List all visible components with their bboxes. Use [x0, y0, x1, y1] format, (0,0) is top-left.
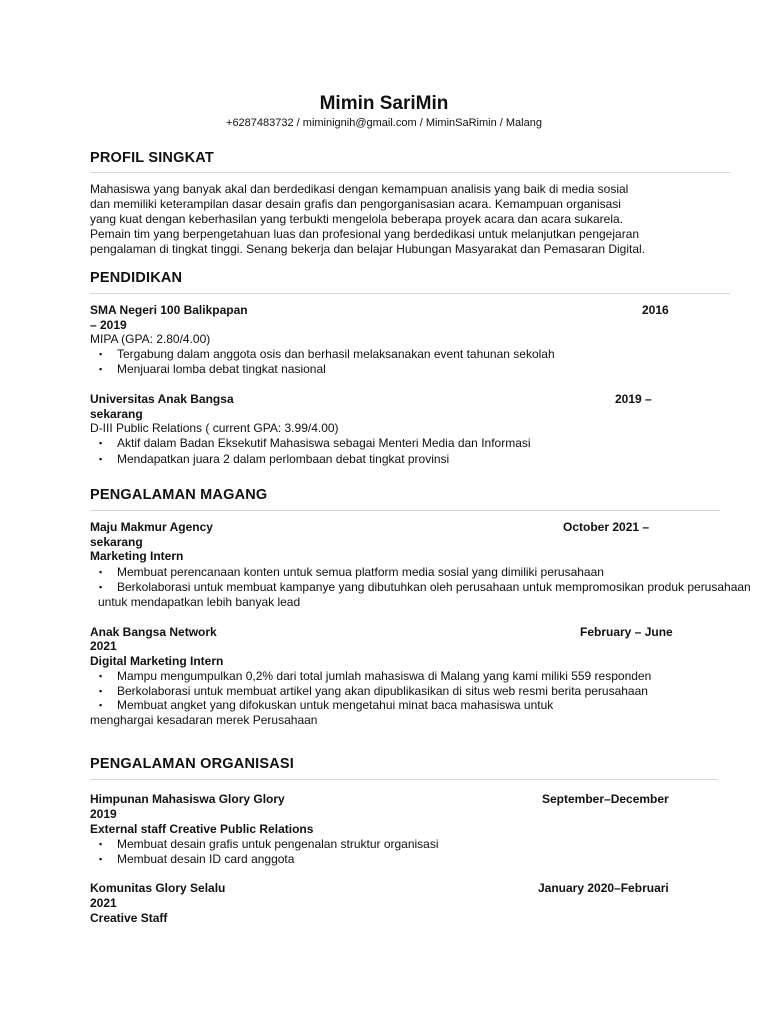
- section-title-profile: PROFIL SINGKAT: [90, 150, 214, 166]
- list-item: ▪ Berkolaborasi untuk membuat artikel yang akan dipublikasikan di situs web resmi berita perusahaan: [99, 684, 648, 698]
- internship-date: February – June: [580, 625, 673, 639]
- bullet-icon: ▪: [99, 686, 103, 696]
- section-divider: [90, 172, 730, 173]
- organization-date-continued: 2019: [90, 807, 117, 821]
- profile-line: Mahasiswa yang banyak akal dan berdedikasi dengan kemampuan analisis yang baik di media sosial: [90, 182, 629, 196]
- list-item: ▪ Menjuarai lomba debat tingkat nasional: [99, 362, 326, 376]
- profile-line: pengalaman di tingkat tinggi. Senang bekerja dan belajar Hubungan Masyarakat dan Pemasaran Digital.: [90, 242, 646, 256]
- education-date-continued: sekarang: [90, 407, 143, 421]
- bullet-icon: ▪: [99, 839, 103, 849]
- bullet-icon: ▪: [99, 438, 103, 448]
- list-item-continuation: menghargai kesadaran merek Perusahaan: [90, 713, 318, 727]
- organization-date-continued: 2021: [90, 896, 117, 910]
- education-date: 2016: [642, 303, 669, 317]
- bullet-icon: ▪: [99, 454, 103, 464]
- candidate-name: Mimin SariMin: [319, 93, 449, 114]
- education-detail: D-III Public Relations ( current GPA: 3.99/4.00): [90, 421, 339, 435]
- section-divider: [90, 293, 730, 294]
- list-item: ▪ Membuat desain ID card anggota: [99, 852, 295, 866]
- organization-role: Creative Staff: [90, 911, 168, 925]
- section-divider: [90, 510, 720, 511]
- list-item-continuation: untuk mendapatkan lebih banyak lead: [98, 595, 301, 609]
- list-item: ▪ Berkolaborasi untuk membuat kampanye yang dibutuhkan oleh perusahaan untuk mempromosikan produk perusahaan: [99, 580, 751, 594]
- organization-name: Komunitas Glory Selalu: [90, 881, 226, 895]
- organization-date: January 2020–Februari: [538, 881, 669, 895]
- section-title-internship: PENGALAMAN MAGANG: [90, 487, 268, 503]
- list-item: ▪ Membuat perencanaan konten untuk semua platform media sosial yang dimiliki perusahaan: [99, 565, 604, 579]
- section-divider: [90, 779, 718, 780]
- list-item: ▪ Mampu mengumpulkan 0,2% dari total jumlah mahasiswa di Malang yang kami miliki 559 responden: [99, 669, 652, 683]
- internship-org: Maju Makmur Agency: [90, 520, 213, 534]
- bullet-icon: ▪: [99, 364, 103, 374]
- section-title-organization: PENGALAMAN ORGANISASI: [90, 756, 294, 772]
- profile-line: Pemain tim yang berpengetahuan luas dan profesional yang berdedikasi untuk melanjutkan pengejaran: [90, 227, 640, 241]
- bullet-icon: ▪: [99, 349, 103, 359]
- education-school: Universitas Anak Bangsa: [90, 392, 234, 406]
- profile-summary: [90, 182, 672, 257]
- internship-role: Digital Marketing Intern: [90, 654, 224, 668]
- internship-date: October 2021 –: [563, 520, 650, 534]
- contact-info: +6287483732 / miminignih@gmail.com / MiminSaRimin / Malang: [226, 117, 542, 129]
- internship-org: Anak Bangsa Network: [90, 625, 217, 639]
- list-item: ▪ Membuat angket yang difokuskan untuk mengetahui minat baca mahasiswa untuk: [99, 698, 554, 712]
- list-item: ▪ Tergabung dalam anggota osis dan berhasil melaksanakan event tahunan sekolah: [99, 347, 555, 361]
- internship-date-continued: sekarang: [90, 535, 143, 549]
- bullet-icon: ▪: [99, 671, 103, 681]
- organization-date: September–December: [542, 792, 669, 806]
- bullet-icon: ▪: [99, 700, 103, 710]
- bullet-icon: ▪: [99, 582, 103, 592]
- organization-role: External staff Creative Public Relations: [90, 822, 314, 836]
- education-date: 2019 –: [615, 392, 652, 406]
- section-title-education: PENDIDIKAN: [90, 270, 183, 286]
- education-school: SMA Negeri 100 Balikpapan: [90, 303, 248, 317]
- internship-date-continued: 2021: [90, 639, 117, 653]
- bullet-icon: ▪: [99, 854, 103, 864]
- profile-line: yang kuat dengan keberhasilan yang terbukti mengelola beberapa proyek acara dan acara sukarela.: [90, 212, 624, 226]
- bullet-icon: ▪: [99, 567, 103, 577]
- profile-line: dan memiliki keterampilan dasar desain grafis dan pengorganisasian acara. Kemampuan organisasi: [90, 197, 621, 211]
- education-date-continued: – 2019: [90, 318, 127, 332]
- organization-name: Himpunan Mahasiswa Glory Glory: [90, 792, 285, 806]
- list-item: ▪ Membuat desain grafis untuk pengenalan struktur organisasi: [99, 837, 439, 851]
- education-detail: MIPA (GPA: 2.80/4.00): [90, 332, 211, 346]
- internship-role: Marketing Intern: [90, 549, 184, 563]
- list-item: ▪ Mendapatkan juara 2 dalam perlombaan debat tingkat provinsi: [99, 452, 450, 466]
- list-item: ▪ Aktif dalam Badan Eksekutif Mahasiswa sebagai Menteri Media dan Informasi: [99, 436, 531, 450]
